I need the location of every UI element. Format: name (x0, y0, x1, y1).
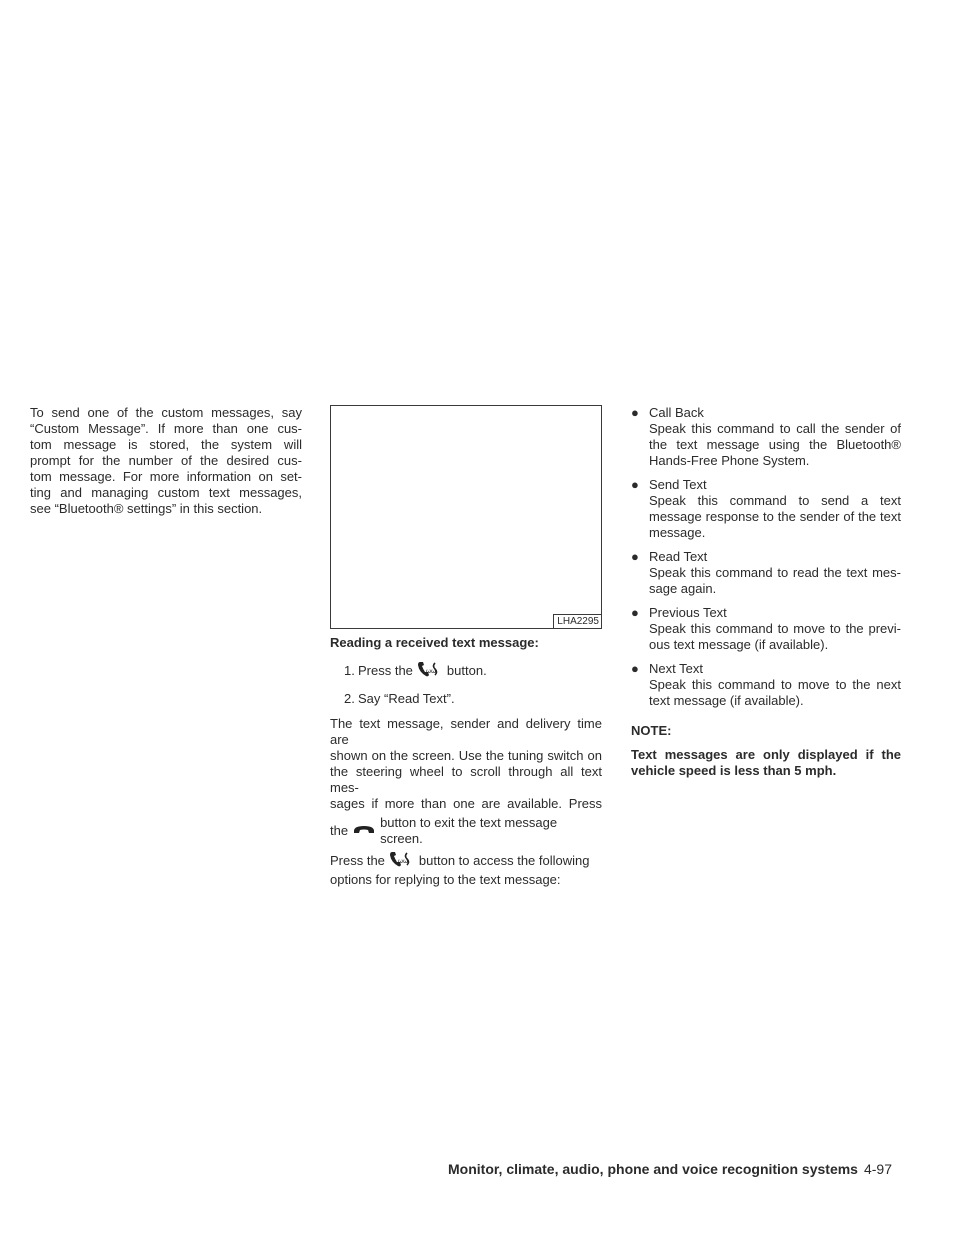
bullet-icon: ● (631, 549, 639, 564)
svg-text:ωω: ωω (397, 858, 408, 865)
bullet-icon: ● (631, 477, 639, 492)
intro-line: prompt for the number of the desired cus- (30, 453, 302, 468)
intro-line: ting and managing custom text messages, (30, 485, 302, 500)
option-item (631, 405, 901, 469)
reading-paragraph (330, 716, 602, 888)
step-item (344, 660, 602, 682)
step-text: Say “Read Text”. (358, 691, 455, 706)
intro-line: tom message is stored, the system will (30, 437, 302, 452)
section-heading: Reading a received text message: (330, 635, 539, 650)
page-footer (448, 1161, 892, 1177)
option-desc: Speak this command to read the text mes-sage again. (649, 565, 901, 596)
phone-voice-icon (417, 660, 443, 682)
option-desc: Speak this command to move to the next text message (if available). (649, 677, 901, 708)
bullet-icon: ● (631, 405, 639, 420)
option-item (631, 549, 901, 597)
intro-line: “Custom Message”. If more than one cus- (30, 421, 302, 436)
step-number: 1. (344, 663, 355, 678)
step-text: Press the (358, 663, 413, 678)
option-item (631, 605, 901, 653)
option-item (631, 661, 901, 709)
footer-section-title: Monitor, climate, audio, phone and voice recognition systems (448, 1161, 858, 1177)
para-text: the (330, 823, 349, 838)
intro-line: see “Bluetooth® settings” in this section. (30, 501, 263, 516)
step-text: button. (446, 663, 487, 678)
options-column (631, 405, 901, 779)
page-number: 4-97 (863, 1161, 892, 1177)
para-text: button to exit the text message screen. (380, 815, 558, 846)
step-item (344, 691, 602, 707)
option-title: Send Text (649, 477, 707, 492)
figure-placeholder (330, 405, 602, 629)
bullet-icon: ● (631, 605, 639, 620)
para-line: the steering wheel to scroll through all text mes- (330, 764, 602, 795)
svg-text:ωω: ωω (425, 668, 436, 675)
phone-voice-icon (389, 850, 415, 872)
para-line (330, 815, 602, 847)
intro-line: To send one of the custom messages, say (30, 405, 302, 420)
note-text: Text messages are only displayed if the vehicle speed is less than 5 mph. (631, 747, 901, 778)
step-number: 2. (344, 691, 355, 706)
para-line: options for replying to the text message: (330, 872, 561, 887)
para-text: button to access the following (418, 853, 590, 868)
reading-column (330, 405, 602, 888)
para-line: The text message, sender and delivery time are (330, 716, 602, 747)
option-title: Next Text (649, 661, 703, 676)
option-title: Read Text (649, 549, 708, 564)
para-line: sages if more than one are available. Press (330, 796, 602, 811)
figure-code: LHA2295 (553, 614, 601, 628)
para-line: shown on the screen. Use the tuning switch on (330, 748, 602, 763)
step-list (344, 660, 602, 707)
option-desc: Speak this command to call the sender of the text message using the Bluetooth® Hands-Free Phone System. (649, 421, 901, 468)
intro-column (30, 405, 302, 517)
option-item (631, 477, 901, 541)
phone-hangup-icon (352, 823, 376, 839)
option-title: Previous Text (649, 605, 727, 620)
option-title: Call Back (649, 405, 704, 420)
intro-line: tom message. For more information on set- (30, 469, 302, 484)
para-text: Press the (330, 853, 385, 868)
para-line (330, 850, 602, 872)
bullet-icon: ● (631, 661, 639, 676)
note-heading: NOTE: (631, 723, 672, 738)
option-desc: Speak this command to move to the previ-ous text message (if available). (649, 621, 901, 652)
option-desc: Speak this command to send a text message response to the sender of the text message. (649, 493, 901, 540)
